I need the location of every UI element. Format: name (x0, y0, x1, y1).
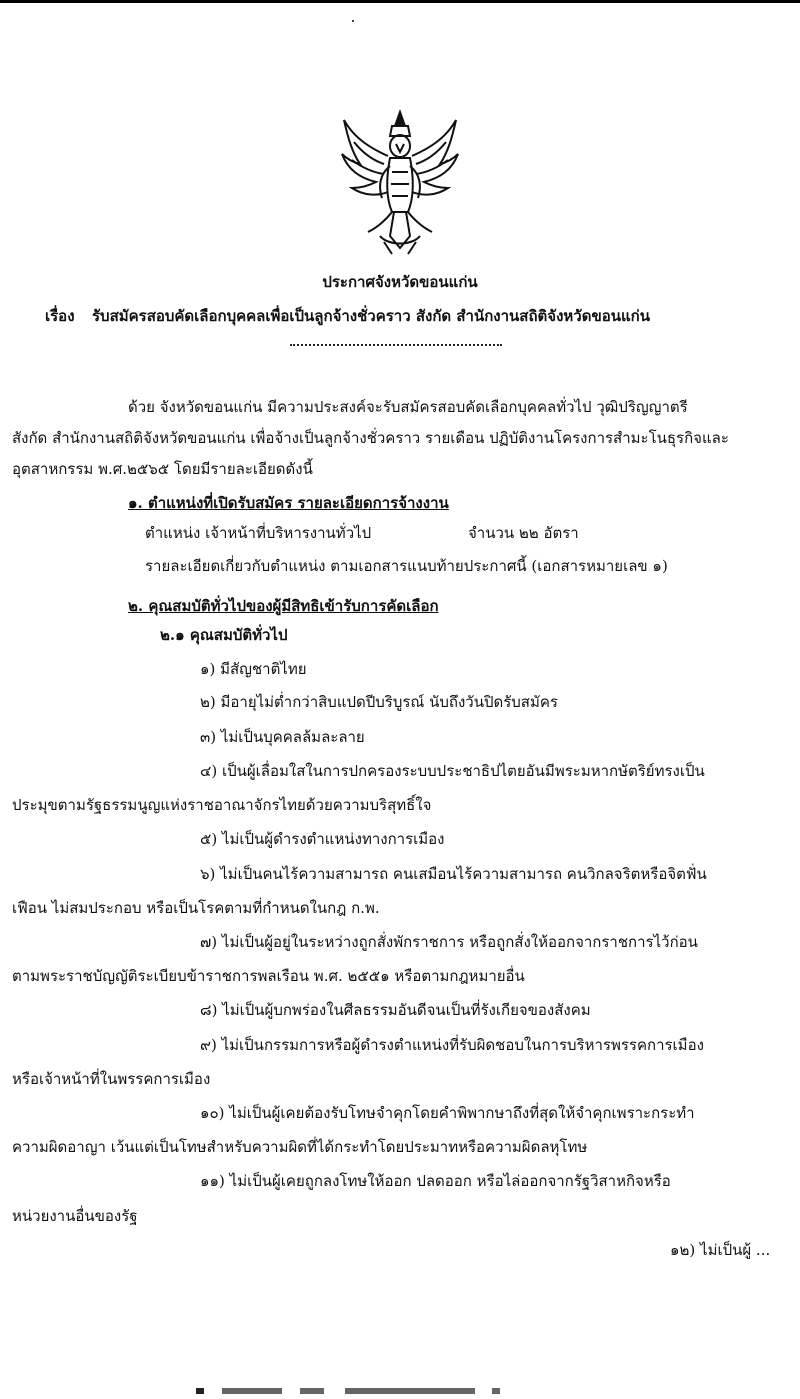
scan-fragment (196, 1388, 204, 1394)
qualification-item: ๗) ไม่เป็นผู้อยู่ในระหว่างถูกสั่งพักราชการ หรือถูกสั่งให้ออกจากราชการไว้ก่อน (200, 933, 698, 951)
scan-fragment (492, 1388, 500, 1394)
position-name: ตำแหน่ง เจ้าหน้าที่บริหารงานทั่วไป (145, 524, 372, 542)
scan-speck (352, 20, 354, 22)
qualification-item-continued: ตามพระราชบัญญัติระเบียบข้าราชการพลเรือน พ.ศ. ๒๕๕๑ หรือตามกฎหมายอื่น (12, 967, 525, 985)
scan-fragment (222, 1388, 282, 1394)
position-count: จำนวน ๒๒ อัตรา (468, 524, 579, 542)
qualification-item: ๘) ไม่เป็นผู้บกพร่องในศีลธรรมอันดีจนเป็นที่รังเกียจของสังคม (200, 1001, 591, 1019)
qualification-item: ๙) ไม่เป็นกรรมการหรือผู้ดำรงตำแหน่งที่รับผิดชอบในการบริหารพรรคการเมือง (200, 1036, 704, 1054)
qualification-item-continued: ประมุขตามรัฐธรรมนูญแห่งราชอาณาจักรไทยด้วยความบริสุทธิ์ใจ (12, 796, 432, 814)
position-details: รายละเอียดเกี่ยวกับตำแหน่ง ตามเอกสารแนบท้ายประกาศนี้ (เอกสารหมายเลข ๑) (145, 557, 668, 575)
qualification-item: ๑๐) ไม่เป็นผู้เคยต้องรับโทษจำคุกโดยคำพิพากษาถึงที่สุดให้จำคุกเพราะกระทำ (200, 1104, 695, 1122)
scan-fragment (300, 1388, 324, 1394)
subject-label: เรื่อง (45, 307, 75, 325)
qualification-item: ๓) ไม่เป็นบุคคลล้มละลาย (200, 728, 365, 746)
qualification-item: ๖) ไม่เป็นคนไร้ความสามารถ คนเสมือนไร้ความสามารถ คนวิกลจริตหรือจิตฟั่น (200, 865, 707, 883)
qualification-item: ๑) มีสัญชาติไทย (200, 660, 307, 678)
intro-line-2: สังกัด สำนักงานสถิติจังหวัดขอนแก่น เพื่อจ้างเป็นลูกจ้างชั่วคราว รายเดือน ปฏิบัติงานโครงการสำมะโนธุรกิจและ (12, 429, 729, 447)
section-2-1-subheading: ๒.๑ คุณสมบัติทั่วไป (160, 626, 288, 644)
garuda-emblem-icon (340, 108, 460, 258)
qualification-item: ๑๑) ไม่เป็นผู้เคยถูกลงโทษให้ออก ปลดออก หรือไล่ออกจากรัฐวิสาหกิจหรือ (200, 1172, 671, 1190)
section-2-heading: ๒. คุณสมบัติทั่วไปของผู้มีสิทธิเข้ารับการคัดเลือก (128, 597, 439, 615)
subject-text: รับสมัครสอบคัดเลือกบุคคลเพื่อเป็นลูกจ้างชั่วคราว สังกัด สำนักงานสถิติจังหวัดขอนแก่น (92, 307, 650, 325)
continuation-marker: ๑๒) ไม่เป็นผู้ ... (670, 1241, 771, 1259)
qualification-item-continued: เฟือน ไม่สมประกอบ หรือเป็นโรคตามที่กำหนดในกฎ ก.พ. (12, 899, 380, 917)
page-title: ประกาศจังหวัดขอนแก่น (322, 273, 478, 291)
qualification-item: ๔) เป็นผู้เลื่อมใสในการปกครองระบบประชาธิปไตยอันมีพระมหากษัตริย์ทรงเป็น (200, 762, 705, 780)
section-1-heading: ๑. ตำแหน่งที่เปิดรับสมัคร รายละเอียดการจ้างงาน (128, 494, 449, 512)
intro-line-1: ด้วย จังหวัดขอนแก่น มีความประสงค์จะรับสมัครสอบคัดเลือกบุคคลทั่วไป วุฒิปริญญาตรี (128, 398, 688, 416)
qualification-item-continued: ความผิดอาญา เว้นแต่เป็นโทษสำหรับความผิดที่ได้กระทำโดยประมาทหรือความผิดลหุโทษ (12, 1138, 588, 1156)
intro-line-3: อุตสาหกรรม พ.ศ.๒๕๖๕ โดยมีรายละเอียดดังนี้ (12, 460, 313, 478)
scan-fragment (345, 1388, 475, 1394)
dotted-separator (290, 344, 502, 346)
qualification-item-continued: หรือเจ้าหน้าที่ในพรรคการเมือง (12, 1070, 211, 1088)
qualification-item: ๕) ไม่เป็นผู้ดำรงตำแหน่งทางการเมือง (200, 830, 445, 848)
qualification-item: ๒) มีอายุไม่ต่ำกว่าสิบแปดปีบริบูรณ์ นับถึงวันปิดรับสมัคร (200, 693, 558, 711)
top-border-rule (0, 0, 800, 3)
qualification-item-continued: หน่วยงานอื่นของรัฐ (12, 1207, 138, 1225)
